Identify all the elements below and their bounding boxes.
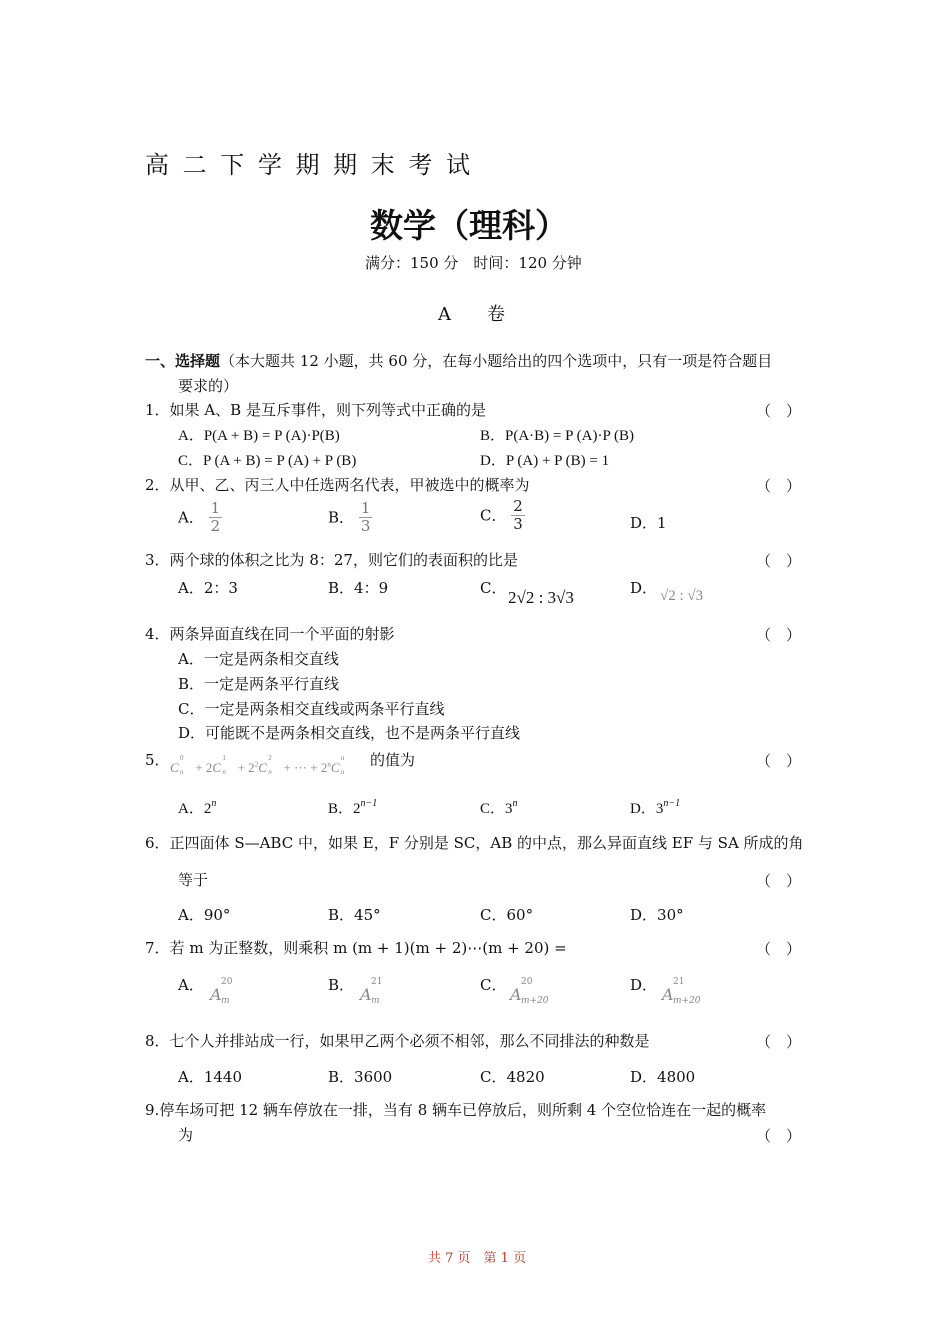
q1-stem: 1．如果 A、B 是互斥事件，则下列等式中正确的是	[145, 401, 486, 419]
q5-option-b: B．$2^{n-1}$	[328, 798, 378, 817]
q3-option-c-expr: 2√2 : 3√3	[508, 588, 574, 607]
q7-option-b-label: B．	[328, 976, 355, 994]
q8-option-c: C．4820	[480, 1068, 545, 1086]
q4-option-c: C．一定是两条相交直线或两条平行直线	[178, 700, 445, 718]
q1-option-a: A．P(A + B) = P (A)·P(B)	[178, 428, 340, 444]
q3-answer-mark: （ ）	[756, 552, 802, 570]
q2-option-d: D．1	[630, 514, 667, 532]
q3-option-b: B．4：9	[328, 579, 389, 597]
q6-stem-cont: 等于	[178, 871, 209, 889]
q4-stem: 4．两条异面直线在同一个平面的射影	[145, 625, 395, 643]
subject-title: 数学（理科）	[370, 206, 568, 245]
q3-option-d-expr: √2 : √3	[660, 588, 704, 604]
q3-option-d-label: D．	[630, 579, 658, 597]
section-desc: （本大题共 12 小题，共 60 分，在每小题给出的四个选项中，只有一项是符合题目	[220, 352, 773, 370]
q5-tail: 的值为	[370, 751, 416, 769]
section-desc-cont: 要求的）	[178, 377, 239, 395]
q5-num: 5．	[145, 751, 170, 769]
q7-option-c-label: C．	[480, 976, 507, 994]
exam-title: 高 二 下 学 期 期 末 考 试	[145, 151, 474, 179]
q7-option-b-expr: A 21 m	[360, 977, 383, 1006]
q6-stem: 6．正四面体 S—ABC 中，如果 E，F 分别是 SC，AB 的中点，那么异面直线 EF 与 SA 所成的角	[145, 834, 804, 852]
q9-stem-cont: 为	[178, 1126, 194, 1144]
q1-option-b: B．P(A·B) = P (A)·P (B)	[480, 428, 635, 444]
exam-info: 满分：150 分 时间：120 分钟	[365, 254, 582, 272]
q1-option-d: D．P (A) + P (B) = 1	[480, 453, 610, 469]
q7-option-c-expr: A 20 m+20	[510, 977, 549, 1006]
q5-expression: C 0 n + 2C 1 n + $2^2C$ 2 n + ··· + $2^nC$ n n	[170, 754, 345, 776]
q8-stem: 8．七个人并排站成一行，如果甲乙两个必须不相邻，那么不同排法的种数是	[145, 1032, 650, 1050]
q2-c-fraction: $\frac{2}{3}$	[513, 497, 523, 533]
q6-option-b: B．45°	[328, 906, 381, 924]
q2-option-b: B． $\frac{1}{3}$	[328, 499, 371, 535]
q6-answer-mark: （ ）	[756, 872, 802, 890]
q2-option-c: C． $\frac{2}{3}$	[480, 497, 523, 533]
q5-answer-mark: （ ）	[756, 752, 802, 770]
q2-b-fraction: $\frac{1}{3}$	[360, 499, 371, 535]
q9-answer-mark: （ ）	[756, 1127, 802, 1145]
q4-option-a: A．一定是两条相交直线	[178, 650, 339, 668]
q5-option-c: C．3$^n$	[480, 798, 518, 817]
q7-option-a-expr: A 20 m	[210, 977, 233, 1006]
q7-option-a-label: A．	[178, 976, 204, 994]
q7-option-d-label: D．	[630, 976, 658, 994]
q2-option-a: A． $\frac{1}{2}$	[178, 499, 221, 535]
q8-option-d: D．4800	[630, 1068, 696, 1086]
q2-answer-mark: （ ）	[756, 477, 802, 495]
q7-option-d-expr: A 21 m+20	[662, 977, 701, 1006]
q5-option-d: D．$3^{n-1}$	[630, 798, 681, 817]
q7-stem: 7．若 m 为正整数，则乘积 m (m + 1)(m + 2)⋯(m + 20) =	[145, 939, 567, 957]
q3-option-a: A．2：3	[178, 579, 238, 597]
q7-answer-mark: （ ）	[756, 940, 802, 958]
q2-a-fraction: $\frac{1}{2}$	[210, 499, 221, 535]
q9-stem: 9.停车场可把 12 辆车停放在一排，当有 8 辆车已停放后，则所剩 4 个空位恰连在一起的概率	[145, 1101, 767, 1119]
q4-option-d: D．可能既不是两条相交直线，也不是两条平行直线	[178, 724, 521, 742]
q3-stem: 3．两个球的体积之比为 8：27，则它们的表面积的比是	[145, 551, 518, 569]
q3-option-c-label: C．	[480, 579, 507, 597]
q4-option-b: B．一定是两条平行直线	[178, 675, 340, 693]
volume-label: A 卷	[438, 304, 505, 325]
q1-option-c: C．P (A + B) = P (A) + P (B)	[178, 453, 357, 469]
page-footer: 共 7 页 第 1 页	[428, 1251, 527, 1266]
q6-option-c: C．60°	[480, 906, 534, 924]
q6-option-d: D．30°	[630, 906, 684, 924]
section-label: 一、选择题	[145, 352, 221, 370]
q2-stem: 2．从甲、乙、丙三人中任选两名代表，甲被选中的概率为	[145, 476, 530, 494]
q4-answer-mark: （ ）	[756, 626, 802, 644]
section-heading	[145, 351, 772, 371]
q8-option-b: B．3600	[328, 1068, 393, 1086]
q8-answer-mark: （ ）	[756, 1033, 802, 1051]
q6-option-a: A．90°	[178, 906, 231, 924]
q5-option-a: A．2$^n$	[178, 798, 217, 817]
q8-option-a: A．1440	[178, 1068, 243, 1086]
q1-answer-mark: （ ）	[756, 402, 802, 420]
